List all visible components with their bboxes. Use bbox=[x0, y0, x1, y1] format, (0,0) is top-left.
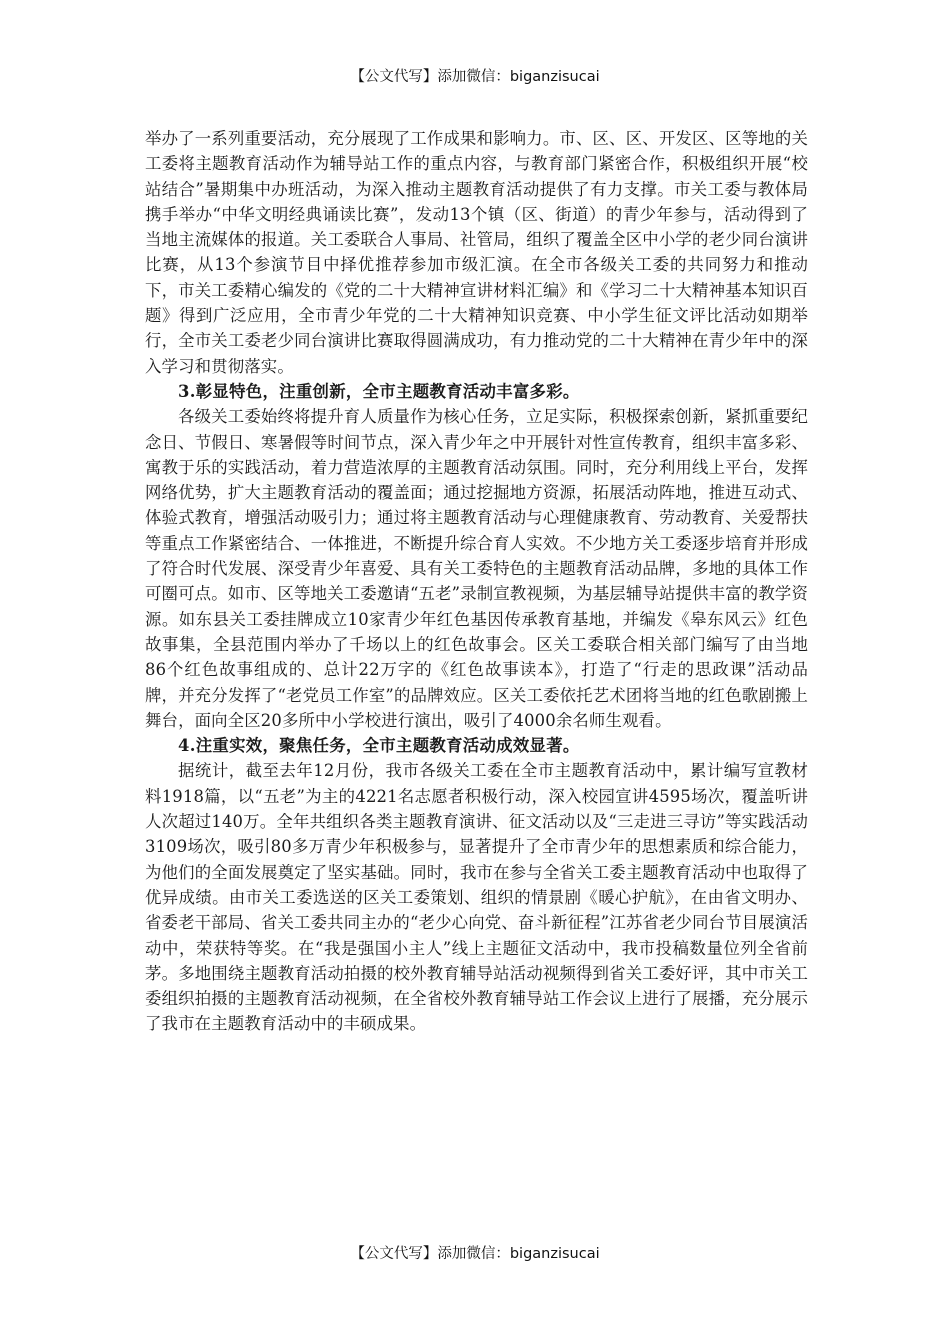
document-body bbox=[145, 126, 808, 1037]
body-paragraph-continuation: 举办了一系列重要活动，充分展现了工作成果和影响力。市、区、区、开发区、区等地的关工委将主题教育活动作为辅导站工作的重点内容，与教育部门紧密合作，积极组织开展“校站结合”暑期集中办班活动，为深入推动主题教育活动提供了有力支撑。市关工委与教体局携手举办“中华文明经典诵读比赛”，发动13个镇（区、街道）的青少年参与，活动得到了当地主流媒体的报道。关工委联合人事局、社管局，组织了覆盖全区中小学的老少同台演讲比赛，从13个参演节目中择优推荐参加市级汇演。在全市各级关工委的共同努力和推动下，市关工委精心编发的《党的二十大精神宣讲材料汇编》和《学习二十大精神基本知识百题》得到广泛应用，全市青少年党的二十大精神知识竞赛、中小学生征文评比活动如期举行，全市关工委老少同台演讲比赛取得圆满成功，有力推动党的二十大精神在青少年中的深入学习和贯彻落实。 bbox=[145, 129, 808, 376]
section-heading-3: 3.彰显特色，注重创新，全市主题教育活动丰富多彩。 bbox=[178, 381, 580, 401]
page-header: 【公文代写】添加微信：biganzisucai bbox=[350, 69, 600, 85]
section-heading-4: 4.注重实效，聚焦任务，全市主题教育活动成效显著。 bbox=[178, 736, 580, 756]
body-paragraph-section-3: 各级关工委始终将提升育人质量作为核心任务，立足实际，积极探索创新，紧抓重要纪念日、节假日、寒暑假等时间节点，深入青少年之中开展针对性宣传教育，组织丰富多彩、寓教于乐的实践活动，着力营造浓厚的主题教育活动氛围。同时，充分利用线上平台，发挥网络优势，扩大主题教育活动的覆盖面；通过挖掘地方资源，拓展活动阵地，推进互动式、体验式教育，增强活动吸引力；通过将主题教育活动与心理健康教育、劳动教育、关爱帮扶等重点工作紧密结合、一体推进，不断提升综合育人实效。不少地方关工委逐步培育并形成了符合时代发展、深受青少年喜爱、具有关工委特色的主题教育活动品牌，多地的具体工作可圈可点。如市、区等地关工委邀请“五老”录制宣教视频，为基层辅导站提供丰富的教学资源。如东县关工委挂牌成立10家青少年红色基因传承教育基地，并编发《皋东风云》红色故事集，全县范围内举办了千场以上的红色故事会。区关工委联合相关部门编写了由当地86个红色故事组成的、总计22万字的《红色故事读本》，打造了“行走的思政课”活动品牌，并充分发挥了“老党员工作室”的品牌效应。区关工委依托艺术团将当地的红色歌剧搬上舞台，面向全区20多所中小学校进行演出，吸引了4000余名师生观看。 bbox=[145, 407, 808, 730]
body-paragraph-section-4: 据统计，截至去年12月份，我市各级关工委在全市主题教育活动中，累计编写宣教材料1918篇，以“五老”为主的4221名志愿者积极行动，深入校园宣讲4595场次，覆盖听讲人次超过140万。全年共组织各类主题教育演讲、征文活动以及“三走进三寻访”等实践活动3109场次，吸引80多万青少年积极参与，显著提升了全市青少年的思想素质和综合能力，为他们的全面发展奠定了坚实基础。同时，我市在参与全省关工委主题教育活动中也取得了优异成绩。由市关工委选送的区关工委策划、组织的情景剧《暖心护航》，在由省文明办、省委老干部局、省关工委共同主办的“老少心向党、奋斗新征程”江苏省老少同台节目展演活动中，荣获特等奖。在“我是强国小主人”线上主题征文活动中，我市投稿数量位列全省前茅。多地围绕主题教育活动拍摄的校外教育辅导站活动视频得到省关工委好评，其中市关工委组织拍摄的主题教育活动视频，在全省校外教育辅导站工作会议上进行了展播，充分展示了我市在主题教育活动中的丰硕成果。 bbox=[145, 761, 808, 1034]
page-footer: 【公文代写】添加微信：biganzisucai bbox=[350, 1246, 600, 1262]
